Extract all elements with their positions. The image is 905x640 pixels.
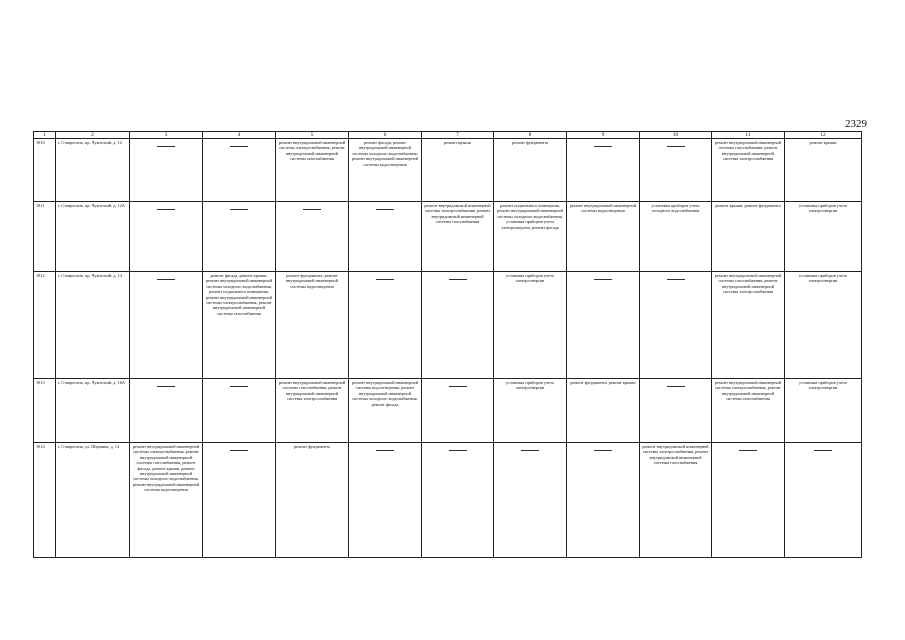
table-row: [34, 139, 862, 202]
dash-mark: [449, 386, 467, 387]
dash-mark: [594, 279, 612, 280]
work-description: ремонт фундамента: [511, 140, 549, 145]
work-description-cell: [422, 202, 494, 272]
work-description: установка приборов учета электроэнергии: [799, 203, 847, 214]
page-number: 2329: [845, 118, 867, 130]
empty-cell-dash: [130, 379, 203, 443]
work-description: ремонт внутридомовой инженерной системы электроснабжения, ремонт внутридомовой инженерной системы газоснабжения: [424, 203, 491, 225]
empty-cell-dash: [712, 443, 785, 558]
work-description: ремонт крыши, ремонт фундамента: [715, 203, 781, 208]
work-description-cell: [567, 379, 640, 443]
work-description-cell: [276, 379, 349, 443]
empty-cell-dash: [640, 272, 712, 379]
work-description-cell: [130, 443, 203, 558]
dash-mark: [157, 279, 175, 280]
work-description: ремонт крыши: [444, 140, 471, 145]
dash-mark: [449, 450, 467, 451]
row-number: 1812: [34, 272, 56, 379]
empty-cell-dash: [203, 139, 276, 202]
column-header-4: 4: [203, 132, 276, 139]
dash-mark: [230, 386, 248, 387]
dash-mark: [157, 146, 175, 147]
building-address: г. Ставрополь, пр. Чукотский, д. 12А: [56, 202, 130, 272]
work-description-cell: [276, 272, 349, 379]
empty-cell-dash: [567, 443, 640, 558]
work-description: ремонт фасада, ремонт внутридомовой инженерной системы холодного водоснабжения, ремонт внутридомовой инженерной системы водоотведения: [351, 140, 419, 167]
work-description: установка приборов учета электроэнергии: [506, 380, 554, 391]
empty-cell-dash: [567, 272, 640, 379]
dash-mark: [521, 450, 539, 451]
row-number: 1814: [34, 443, 56, 558]
dash-mark: [230, 450, 248, 451]
empty-cell-dash: [422, 443, 494, 558]
dash-mark: [667, 279, 685, 280]
table-row: [34, 202, 862, 272]
dash-mark: [303, 209, 321, 210]
empty-cell-dash: [349, 202, 422, 272]
empty-cell-dash: [130, 139, 203, 202]
work-description-cell: [276, 443, 349, 558]
work-description-cell: [422, 139, 494, 202]
dash-mark: [230, 146, 248, 147]
work-description: ремонт внутридомовой инженерной системы водоотведения, ремонт внутридомовой инженерной системы холодного водоснабжения, ремонт фасада: [351, 380, 419, 407]
work-description-cell: [785, 272, 862, 379]
row-number: 1811: [34, 202, 56, 272]
empty-cell-dash: [276, 202, 349, 272]
empty-cell-dash: [203, 379, 276, 443]
column-header-7: 7: [422, 132, 494, 139]
work-description-cell: [494, 202, 567, 272]
work-description: ремонт крыши: [809, 140, 837, 145]
empty-cell-dash: [422, 272, 494, 379]
dash-mark: [594, 146, 612, 147]
work-description-cell: [203, 272, 276, 379]
work-description: ремонт фундамента: [293, 444, 331, 449]
empty-cell-dash: [785, 443, 862, 558]
work-description-cell: [785, 139, 862, 202]
row-number: 1810: [34, 139, 56, 202]
header-row: [34, 132, 862, 139]
work-description: ремонт внутридомовой инженерной системы электроснабжения, ремонт внутридомовой инженерной системы газоснабжения: [278, 140, 346, 162]
repair-schedule-table: [33, 131, 862, 558]
table-row: [34, 272, 862, 379]
column-header-11: 11: [712, 132, 785, 139]
work-description: ремонт внутридомовой инженерной системы электроснабжения, ремонт внутридомовой инженерной системы газоснабжения: [642, 444, 709, 466]
column-header-10: 10: [640, 132, 712, 139]
column-header-6: 6: [349, 132, 422, 139]
work-description-cell: [785, 202, 862, 272]
dash-mark: [376, 279, 394, 280]
column-header-2: 2: [56, 132, 130, 139]
work-description: ремонт фасада, ремонт крыши, ремонт внутридомовой инженерной системы холодного водоснабжения, ремонт подвального помещения, ремонт внутридомовой инженерной системы электроснабжения, ремонт внутридомовой инженерной системы газоснабжения: [205, 273, 273, 316]
dash-mark: [739, 450, 757, 451]
column-header-9: 9: [567, 132, 640, 139]
work-description: ремонт внутридомовой инженерной системы газоснабжения, ремонт внутридомовой инженерной системы электроснабжения: [714, 140, 782, 162]
empty-cell-dash: [130, 272, 203, 379]
work-description: ремонт внутридомовой инженерной системы электроснабжения, ремонт внутридомовой инженерной системы газоснабжения: [714, 380, 782, 402]
empty-cell-dash: [203, 202, 276, 272]
work-description-cell: [712, 202, 785, 272]
work-description-cell: [276, 139, 349, 202]
dash-mark: [449, 279, 467, 280]
work-description-cell: [712, 139, 785, 202]
dash-mark: [376, 450, 394, 451]
work-description-cell: [567, 202, 640, 272]
building-address: г. Ставрополь, пр. Чукотский, д. 14: [56, 272, 130, 379]
dash-mark: [157, 209, 175, 210]
dash-mark: [376, 209, 394, 210]
building-address: г. Ставрополь, пр. Чукотский, д. 12: [56, 139, 130, 202]
dash-mark: [230, 209, 248, 210]
table-row: [34, 443, 862, 558]
dash-mark: [814, 450, 832, 451]
empty-cell-dash: [349, 272, 422, 379]
work-description: установка приборов учета электроэнергии: [799, 380, 847, 391]
work-description-cell: [349, 379, 422, 443]
work-description: установка приборов учета холодного водоснабжения: [651, 203, 700, 214]
work-description: ремонт внутридомовой инженерной системы газоснабжения, ремонт внутридомовой инженерной системы электроснабжения: [714, 273, 782, 295]
dash-mark: [667, 386, 685, 387]
row-number: 1813: [34, 379, 56, 443]
work-description-cell: [640, 443, 712, 558]
work-description: ремонт фундамента, ремонт внутридомовой инженерной системы водоотведения: [285, 273, 339, 289]
work-description: ремонт внутридомовой инженерной системы водоотведения: [569, 203, 637, 214]
work-description-cell: [712, 272, 785, 379]
work-description-cell: [494, 272, 567, 379]
empty-cell-dash: [640, 139, 712, 202]
column-header-3: 3: [130, 132, 203, 139]
work-description: ремонт внутридомовой инженерной системы электроснабжения, ремонт внутридомовой инженерной системы газоснабжения, ремонт фасада, ремонт крыши, ремонт внутридомовой инженерной системы холодного водоснабжения, ремонт внутридомовой инженерной системы водоотведения: [132, 444, 200, 493]
table-body: [34, 139, 862, 558]
building-address: г. Ставрополь, пр. Чукотский, д. 16А: [56, 379, 130, 443]
work-description: установка приборов учета электроэнергии: [799, 273, 847, 284]
empty-cell-dash: [422, 379, 494, 443]
empty-cell-dash: [640, 379, 712, 443]
building-address: г. Ставрополь, ул. Шаумяна, д. 14: [56, 443, 130, 558]
work-description: ремонт внутридомовой инженерной системы газоснабжения, ремонт внутридомовой инженерной системы электроснабжения: [278, 380, 346, 402]
work-description: ремонт подвального помещения, ремонт внутридомовой инженерной системы холодного водоснабжения, установка приборов учета электроэнергии, ремонт фасада: [496, 203, 564, 230]
dash-mark: [157, 386, 175, 387]
work-description-cell: [785, 379, 862, 443]
work-description: ремонт фундамента, ремонт крыши: [570, 380, 636, 385]
work-description-cell: [494, 139, 567, 202]
empty-cell-dash: [494, 443, 567, 558]
work-description-cell: [640, 202, 712, 272]
work-description-cell: [712, 379, 785, 443]
empty-cell-dash: [349, 443, 422, 558]
column-header-1: 1: [34, 132, 56, 139]
column-header-5: 5: [276, 132, 349, 139]
work-description-cell: [494, 379, 567, 443]
column-header-12: 12: [785, 132, 862, 139]
column-header-8: 8: [494, 132, 567, 139]
work-description-cell: [349, 139, 422, 202]
empty-cell-dash: [567, 139, 640, 202]
empty-cell-dash: [203, 443, 276, 558]
empty-cell-dash: [130, 202, 203, 272]
table-row: [34, 379, 862, 443]
work-description: установка приборов учета электроэнергии: [506, 273, 554, 284]
dash-mark: [667, 146, 685, 147]
dash-mark: [594, 450, 612, 451]
